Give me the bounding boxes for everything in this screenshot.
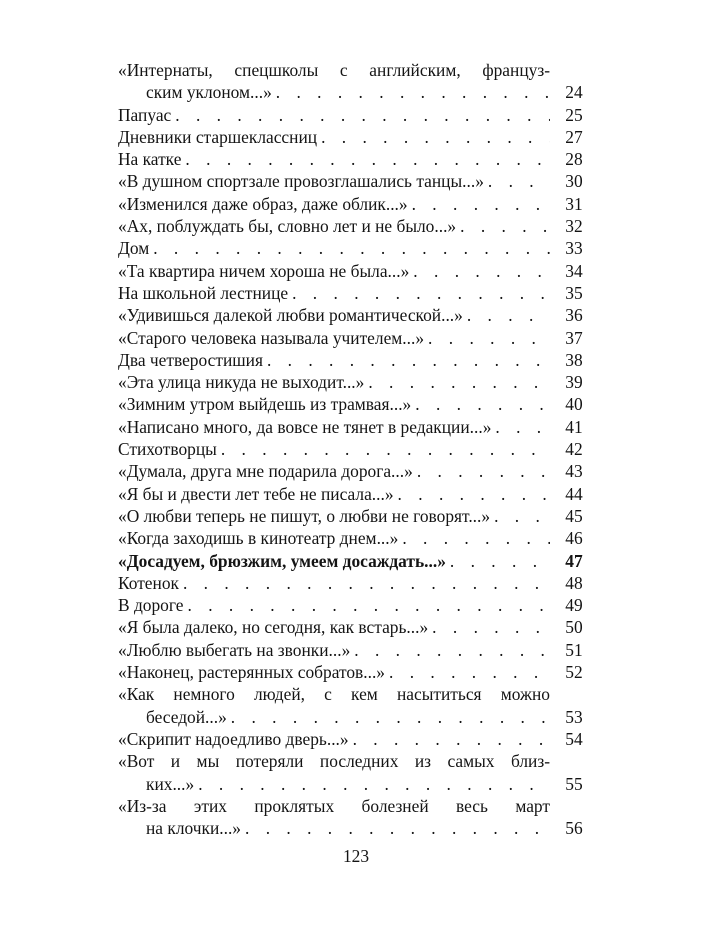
toc-entry-page: 27 <box>565 126 583 147</box>
toc-entry-title: «Интернаты, спецшколы с английским, француз- <box>118 60 550 80</box>
toc-entry-line <box>118 483 594 505</box>
toc-entry-page: 32 <box>565 216 583 237</box>
toc-entry-line <box>118 750 594 772</box>
toc-entry-line <box>118 616 594 638</box>
toc-entry <box>118 527 594 549</box>
toc-entry-line <box>118 327 594 349</box>
dot-leader <box>349 728 550 750</box>
toc-entry-title: «В душном спортзале провозглашались танцы...» <box>118 171 484 192</box>
toc-entry <box>118 639 594 661</box>
toc-entry-page: 45 <box>565 505 583 526</box>
toc-entry-page: 39 <box>565 372 583 393</box>
toc-entry-title: Дом <box>118 238 150 259</box>
toc-entry-page: 35 <box>565 282 583 303</box>
toc-entry-continuation <box>118 817 594 839</box>
toc-entry-title: «Старого человека называла учителем...» <box>118 327 425 348</box>
dot-leader <box>184 594 550 616</box>
toc-entry-title: «Скрипит надоедливо дверь...» <box>118 728 349 749</box>
toc-entry <box>118 795 594 840</box>
toc-entry-title: «Та квартира ничем хороша не была...» <box>118 260 410 281</box>
toc-entry-line <box>118 349 594 371</box>
dot-leader <box>217 438 550 460</box>
toc-entry <box>118 616 594 638</box>
toc-entry-page: 44 <box>565 483 583 504</box>
dot-leader <box>194 773 550 795</box>
dot-leader <box>288 282 550 304</box>
toc-entry-line <box>118 460 594 482</box>
dot-leader <box>181 148 550 170</box>
toc-entry <box>118 126 594 148</box>
toc-entry <box>118 349 594 371</box>
toc-entry-continuation <box>118 81 594 103</box>
toc-entry-title: ких...» <box>146 773 195 794</box>
toc-entry-page: 37 <box>565 327 583 348</box>
dot-leader <box>428 616 550 638</box>
dot-leader <box>272 81 550 103</box>
toc-entry-page: 55 <box>565 773 583 794</box>
dot-leader <box>317 126 550 148</box>
page-number: 123 <box>342 846 370 866</box>
toc-entry-line <box>118 550 594 572</box>
table-of-contents <box>118 59 594 839</box>
dot-leader <box>241 817 550 839</box>
dot-leader <box>409 260 550 282</box>
dot-leader <box>491 416 550 438</box>
dot-leader <box>227 706 550 728</box>
dot-leader <box>484 170 550 192</box>
toc-entry-line <box>118 393 594 415</box>
toc-entry-page: 51 <box>565 639 583 660</box>
toc-entry-title: «Зимним утром выйдешь из трамвая...» <box>118 394 412 415</box>
toc-entry-title: «О любви теперь не пишут, о любви не говорят...» <box>118 505 491 526</box>
toc-entry <box>118 104 594 126</box>
toc-entry <box>118 215 594 237</box>
toc-entry-page: 30 <box>565 171 583 192</box>
toc-entry-page: 53 <box>565 706 583 727</box>
toc-entry <box>118 416 594 438</box>
toc-entry-title: Папуас <box>118 104 172 125</box>
dot-leader <box>463 304 550 326</box>
dot-leader <box>490 505 550 527</box>
toc-entry-title: Дневники старшеклассниц <box>118 126 318 147</box>
toc-entry-line <box>118 438 594 460</box>
toc-entry-title: «Я была далеко, но сегодня, как встарь...» <box>118 617 429 638</box>
toc-entry-page: 54 <box>565 728 583 749</box>
toc-entry-page: 48 <box>565 572 583 593</box>
toc-entry-page: 38 <box>565 349 583 370</box>
toc-entry <box>118 683 594 728</box>
toc-entry-title: «Люблю выбегать на звонки...» <box>118 639 351 660</box>
toc-entry <box>118 661 594 683</box>
toc-entry-title: «Когда заходишь в кинотеатр днем...» <box>118 528 399 549</box>
toc-entry-page: 41 <box>565 416 583 437</box>
toc-entry-page: 31 <box>565 193 583 214</box>
dot-leader <box>411 393 550 415</box>
toc-entry-title: На катке <box>118 149 182 170</box>
dot-leader <box>398 527 550 549</box>
toc-entry-page: 56 <box>565 818 583 839</box>
toc-entry-title: «Думала, друга мне подарила дорога...» <box>118 461 413 482</box>
toc-entry-line <box>118 661 594 683</box>
dot-leader <box>263 349 550 371</box>
toc-entry-title: «Из-за этих проклятых болезней весь март <box>118 795 550 816</box>
toc-entry-title: ским уклоном...» <box>146 82 272 103</box>
toc-entry-title: «Я бы и двести лет тебе не писала...» <box>118 483 394 504</box>
toc-entry <box>118 193 594 215</box>
toc-entry-title: «Ах, поблуждать бы, словно лет и не было...» <box>118 216 457 237</box>
toc-entry <box>118 594 594 616</box>
dot-leader <box>350 639 550 661</box>
dot-leader <box>171 104 550 126</box>
toc-entry <box>118 327 594 349</box>
toc-entry-title: Котенок <box>118 572 179 593</box>
toc-entry-line <box>118 527 594 549</box>
toc-entry-title: «Как немного людей, с кем насытиться можно <box>118 684 550 705</box>
toc-entry-line <box>118 304 594 326</box>
toc-entry <box>118 550 594 572</box>
toc-entry-line <box>118 282 594 304</box>
toc-entry-page: 52 <box>565 662 583 683</box>
toc-entry <box>118 260 594 282</box>
toc-entry-line <box>118 371 594 393</box>
dot-leader <box>394 483 550 505</box>
toc-entry-title: «Изменился даже образ, даже облик...» <box>118 193 408 214</box>
toc-entry-line <box>118 795 594 817</box>
toc-entry-title: «Написано много, да вовсе не тянет в редакции...» <box>118 416 492 437</box>
toc-entry <box>118 728 594 750</box>
toc-entry <box>118 572 594 594</box>
toc-entry-line <box>118 594 594 616</box>
toc-entry-line <box>118 683 594 705</box>
toc-entry-page: 34 <box>565 260 583 281</box>
dot-leader <box>424 327 550 349</box>
toc-entry-title: «Удивишься далекой любви романтической...» <box>118 305 463 326</box>
dot-leader <box>413 460 550 482</box>
toc-entry-line <box>118 572 594 594</box>
toc-entry-page: 33 <box>565 238 583 259</box>
dot-leader <box>179 572 550 594</box>
toc-entry-page: 40 <box>565 394 583 415</box>
toc-entry-title: В дороге <box>118 595 184 616</box>
toc-entry-continuation <box>118 706 594 728</box>
toc-entry <box>118 483 594 505</box>
toc-entry-continuation <box>118 773 594 795</box>
toc-entry-title: «Наконец, растерянных собратов...» <box>118 662 385 683</box>
toc-entry-line <box>118 260 594 282</box>
toc-entry-line <box>118 639 594 661</box>
toc-entry-line <box>118 193 594 215</box>
toc-entry <box>118 148 594 170</box>
toc-entry-page: 49 <box>565 595 583 616</box>
dot-leader <box>408 193 550 215</box>
toc-entry-title: «Вот и мы потеряли последних из самых близ- <box>118 751 550 772</box>
toc-entry-page: 28 <box>565 149 583 170</box>
toc-entry-page: 46 <box>565 528 583 549</box>
toc-entry-line <box>118 416 594 438</box>
toc-entry <box>118 304 594 326</box>
toc-entry <box>118 282 594 304</box>
toc-entry <box>118 371 594 393</box>
toc-entry-line <box>118 728 594 750</box>
toc-entry-title: Два четверостишия <box>118 349 263 370</box>
toc-entry-line <box>118 148 594 170</box>
toc-entry-line <box>118 59 594 81</box>
toc-entry-page: 50 <box>565 617 583 638</box>
toc-entry-page: 24 <box>565 82 583 103</box>
toc-entry <box>118 460 594 482</box>
toc-entry-line <box>118 505 594 527</box>
toc-entry-page: 43 <box>565 461 583 482</box>
toc-entry <box>118 170 594 192</box>
toc-entry <box>118 393 594 415</box>
toc-entry <box>118 59 594 104</box>
toc-entry-title: на клочки...» <box>146 818 241 839</box>
toc-entry-page: 36 <box>565 305 583 326</box>
dot-leader <box>446 550 550 572</box>
dot-leader <box>364 371 550 393</box>
toc-entry-page: 42 <box>565 439 583 460</box>
toc-entry-title: «Эта улица никуда не выходит...» <box>118 372 365 393</box>
toc-entry <box>118 750 594 795</box>
toc-entry-title: беседой...» <box>146 706 227 727</box>
toc-entry-title: Стихотворцы <box>118 439 217 460</box>
toc-entry <box>118 237 594 259</box>
toc-entry-title: На школьной лестнице <box>118 282 289 303</box>
toc-entry-page: 25 <box>565 104 583 125</box>
toc-entry <box>118 438 594 460</box>
toc-entry-line <box>118 126 594 148</box>
dot-leader <box>456 215 550 237</box>
toc-entry <box>118 505 594 527</box>
toc-entry-line <box>118 104 594 126</box>
dot-leader <box>149 237 550 259</box>
toc-entry-line <box>118 170 594 192</box>
toc-entry-page: 47 <box>565 550 583 571</box>
toc-entry-title: «Досадуем, брюзжим, умеем досаждать...» <box>118 550 446 571</box>
dot-leader <box>385 661 550 683</box>
toc-entry-line <box>118 215 594 237</box>
toc-entry-line <box>118 237 594 259</box>
